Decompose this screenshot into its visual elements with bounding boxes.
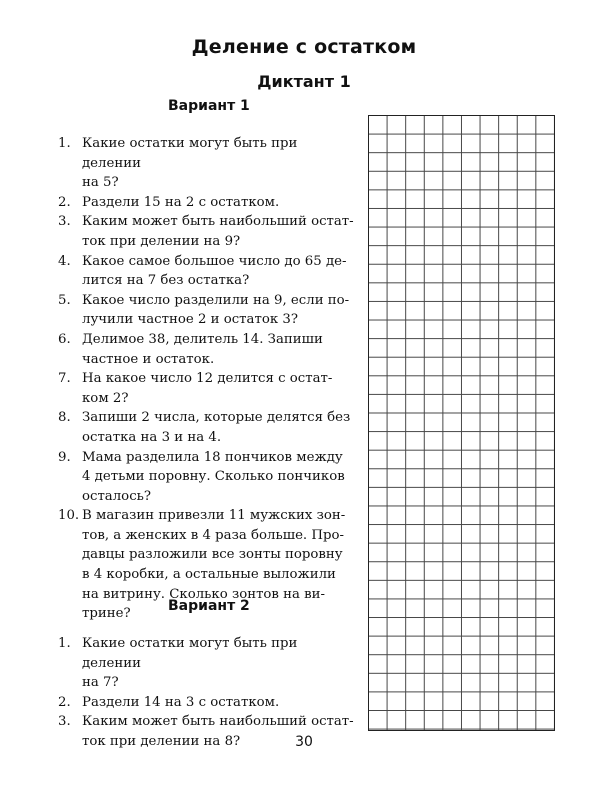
- task-number: 3.: [58, 714, 71, 730]
- task-line: Мама разделила 18 пончиков между: [82, 449, 343, 465]
- task-number: 6.: [58, 331, 71, 347]
- task-line: Какое число разделили на 9, если по-: [82, 292, 350, 308]
- task-number: 8.: [58, 410, 71, 426]
- task-number: 7.: [58, 371, 71, 387]
- task-line: ком 2?: [82, 390, 129, 406]
- task-number: 1.: [58, 136, 71, 151]
- task-number: 3.: [58, 214, 71, 230]
- task-line: давцы разложили все зонты поровну: [82, 547, 343, 563]
- task-line: 4 детьми поровну. Сколько пончиков: [82, 469, 345, 485]
- task-line: частное и остаток.: [82, 351, 215, 367]
- page-title: Деление с остатком: [191, 36, 417, 58]
- task-line: тов, а женских в 4 раза больше. Про-: [82, 527, 344, 543]
- task-number: 2.: [58, 194, 71, 210]
- task-line: ток при делении на 8?: [82, 733, 241, 749]
- task-line: на 5?: [82, 175, 119, 191]
- task-item: [58, 252, 358, 291]
- task-line: Раздели 14 на 3 с остатком.: [82, 694, 280, 710]
- variant-1-task-list: [58, 134, 358, 624]
- task-number: 9.: [58, 449, 71, 465]
- task-item: [58, 408, 358, 447]
- task-line: в 4 коробки, а остальные выложили: [82, 567, 336, 583]
- task-line: Раздели 15 на 2 с остатком.: [82, 194, 280, 210]
- task-number: 1.: [58, 636, 71, 651]
- task-item: [58, 693, 358, 713]
- task-line: Какие остатки могут быть при делении: [82, 136, 298, 171]
- task-line: остатка на 3 и на 4.: [82, 429, 222, 445]
- variant-2-heading: Вариант 2: [168, 598, 250, 614]
- task-item: [58, 134, 358, 193]
- task-item: [58, 634, 358, 693]
- task-line: Какие остатки могут быть при делении: [82, 636, 298, 671]
- task-number: 5.: [58, 292, 71, 308]
- task-line: Каким может быть наибольший остат-: [82, 714, 354, 730]
- task-item: [58, 330, 358, 369]
- dictation-subtitle: Диктант 1: [257, 72, 351, 91]
- task-line: Запиши 2 числа, которые делятся без: [82, 410, 351, 426]
- task-item: [58, 369, 358, 408]
- task-item: [58, 448, 358, 507]
- variant-1-heading: Вариант 1: [168, 98, 250, 114]
- task-number: 4.: [58, 253, 71, 269]
- task-item: [58, 212, 358, 251]
- task-number: 2.: [58, 694, 71, 710]
- task-line: Делимое 38, делитель 14. Запиши: [82, 331, 323, 347]
- task-line: На какое число 12 делится с остат-: [82, 371, 333, 387]
- page-number: 30: [295, 734, 313, 750]
- task-line: на 7?: [82, 675, 119, 691]
- task-number: 10.: [58, 508, 80, 524]
- task-line: лучили частное 2 и остаток 3?: [82, 312, 298, 328]
- task-line: В магазин привезли 11 мужских зон-: [82, 508, 346, 524]
- task-line: лится на 7 без остатка?: [82, 273, 250, 289]
- task-line: трине?: [82, 606, 131, 622]
- task-line: Какое самое большое число до 65 де-: [82, 253, 347, 269]
- answer-grid: [368, 115, 555, 731]
- task-item: [58, 291, 358, 330]
- task-line: на витрину. Сколько зонтов на ви-: [82, 586, 326, 602]
- task-item: [58, 193, 358, 213]
- task-line: осталось?: [82, 488, 152, 504]
- task-line: Каким может быть наибольший остат-: [82, 214, 354, 230]
- task-line: ток при делении на 9?: [82, 233, 241, 249]
